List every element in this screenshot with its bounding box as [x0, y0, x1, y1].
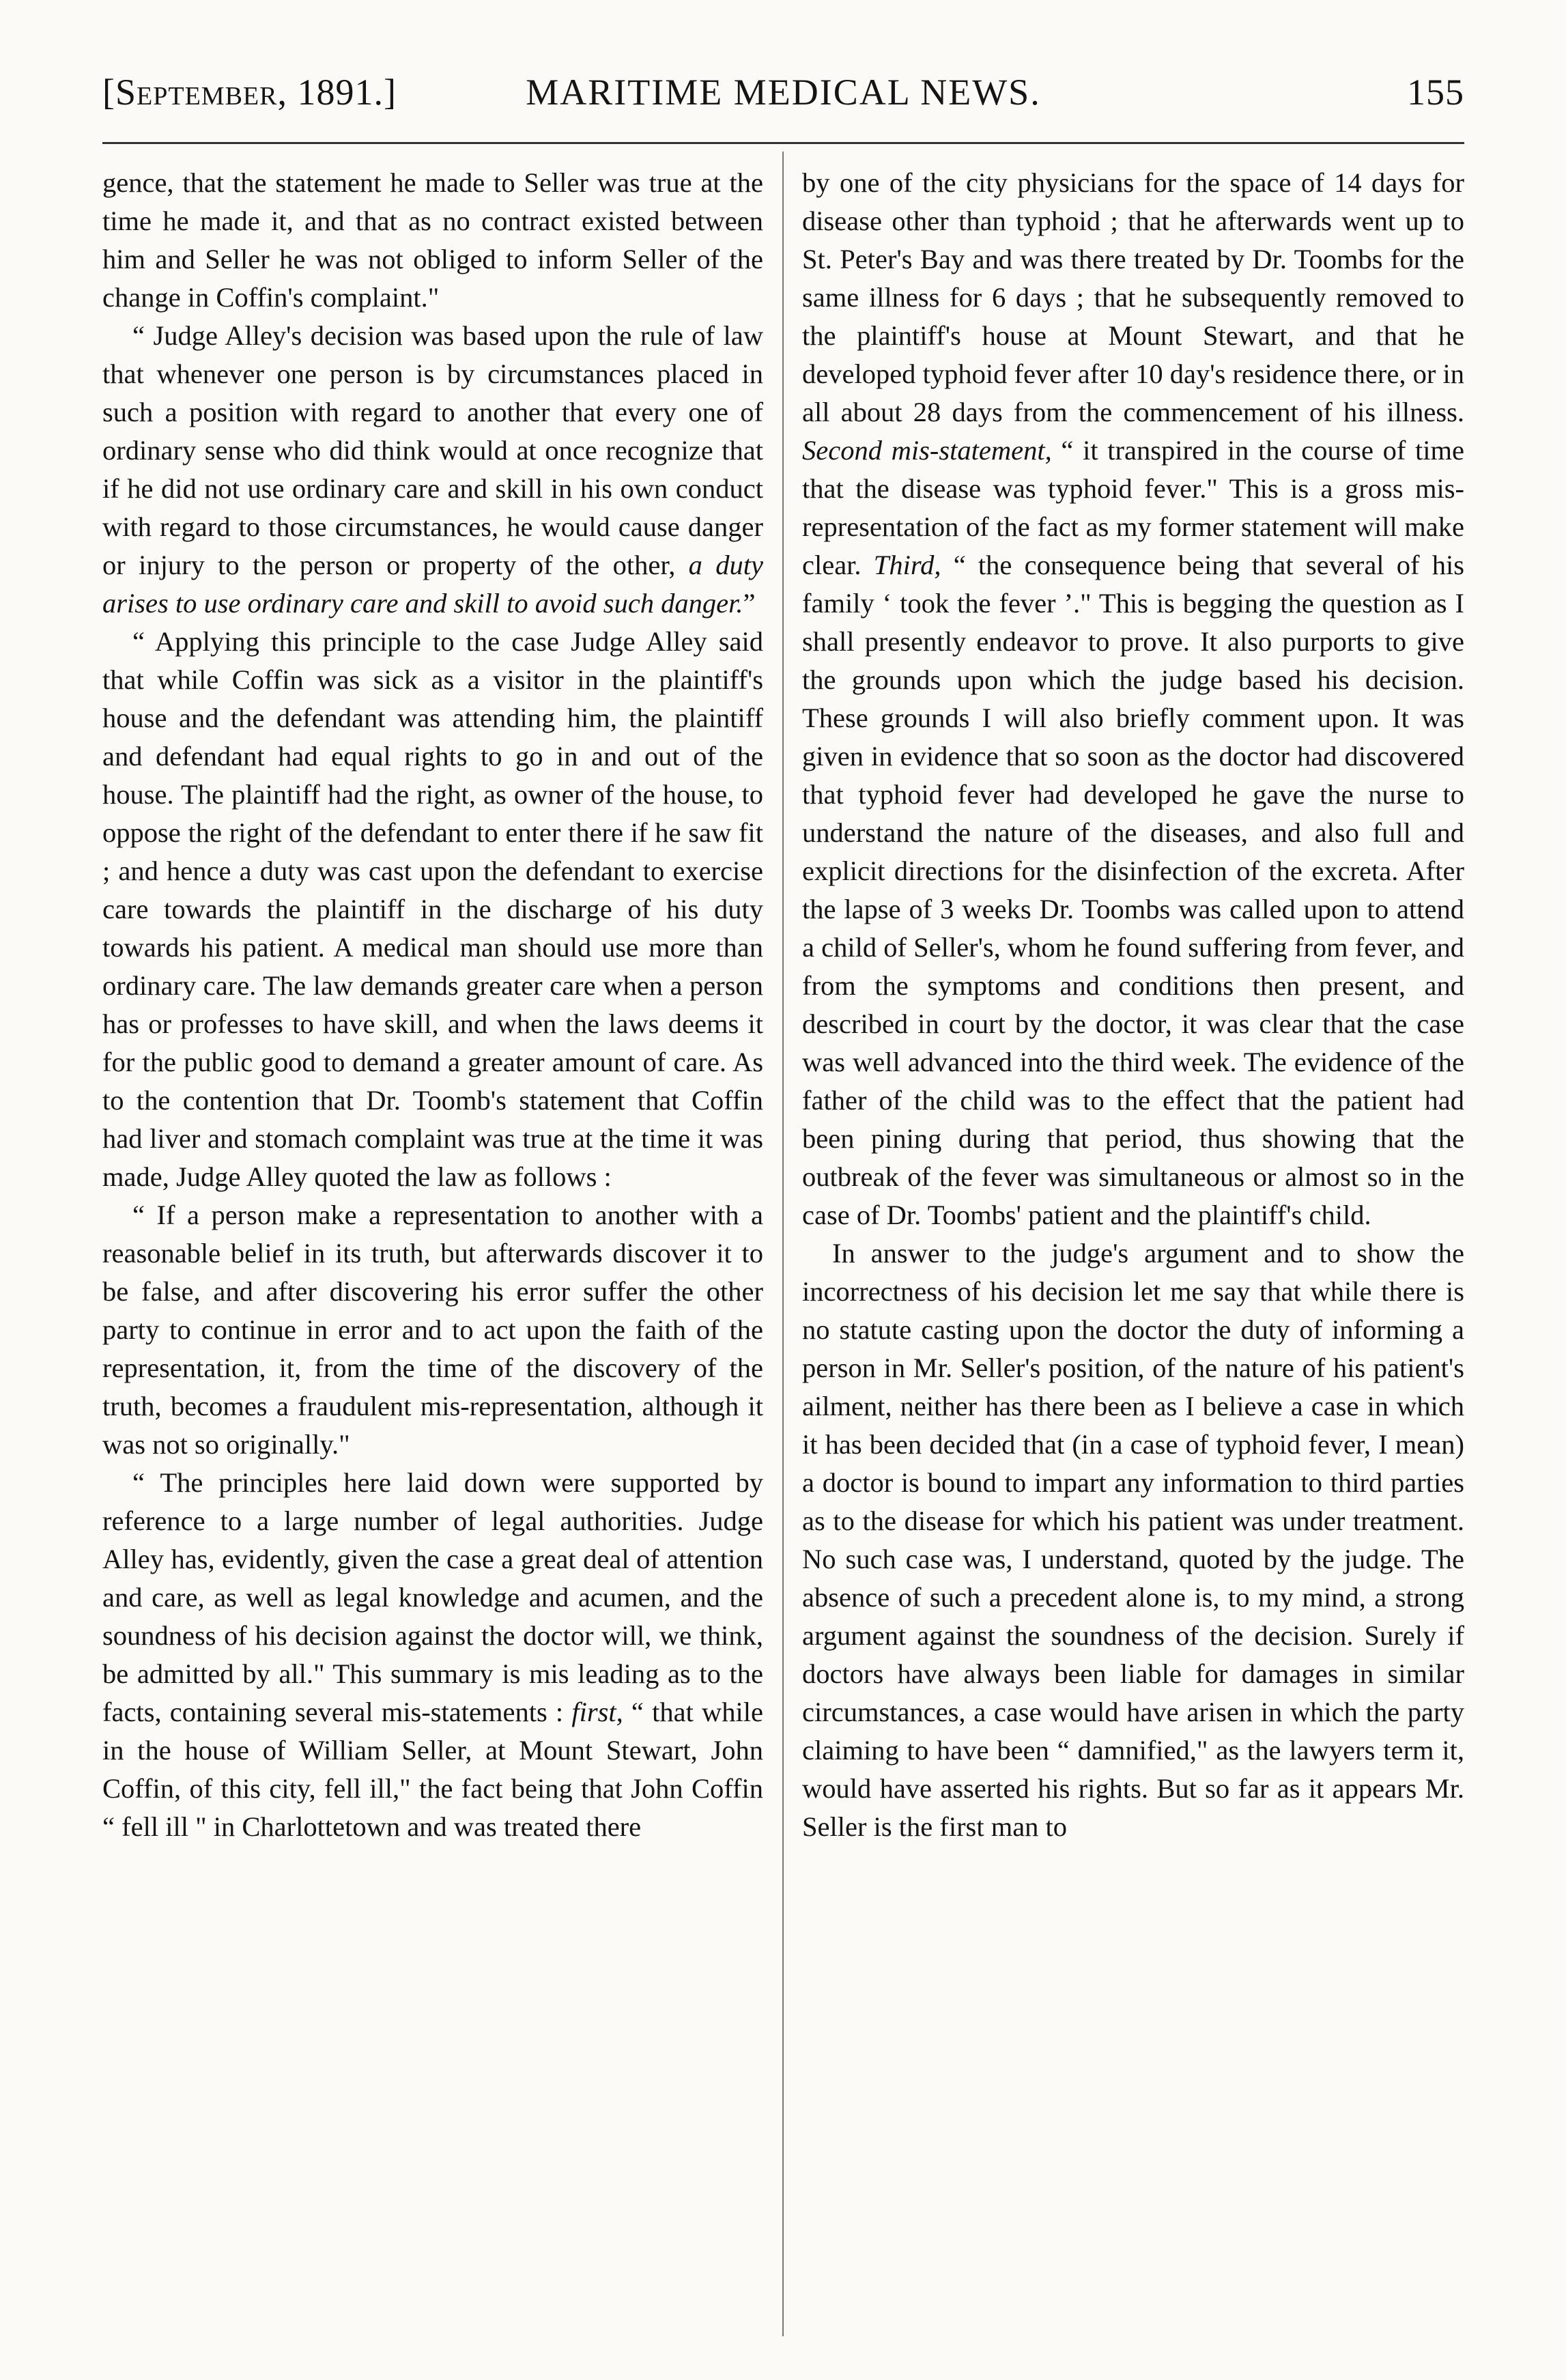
paragraph: “ Applying this principle to the case Judge Alley said that while Coffin was sick as a visitor in the plaintiff's house and the defendant was attending him, the plaintiff and defendant had equal rights to go in and out of the house. The plaintiff had the right, as owner of the house, to oppose the right of the defendant to enter there if he saw fit ; and hence a duty was cast upon the defendant to exercise care towards the plaintiff in the discharge of his duty towards his patient. A medical man should use more than ordinary care. The law demands greater care when a person has or professes to have skill, and when the laws deems it for the public good to demand a greater amount of care. As to the contention that Dr. Toomb's statement that Coffin had liver and stomach complaint was true at the time it was made, Judge Alley quoted the law as follows :: [102, 626, 763, 1192]
column-divider: [782, 152, 784, 2336]
paragraph-text: “ The principles here laid down were supported by reference to a large number of legal authorities. Judge Alley has, evidently, given the case a great deal of attention and care, as well as legal knowledge and acumen, and the soundness of his decision against the doctor will, we think, be admitted by all." This summary is mis leading as to the facts, containing several mis-statements :: [102, 1467, 763, 1727]
issue-date: [September, 1891.]: [102, 72, 397, 113]
paragraph: [802, 164, 1464, 1234]
paragraph: gence, that the statement he made to Seller was true at the time he made it, and that as no contract existed between him and Seller he was not obliged to inform Seller of the change in Coffin's complaint.": [102, 167, 763, 313]
paragraph-text: by one of the city physicians for the space of 14 days for disease other than typhoid ; that he afterwards went up to St. Peter's Bay and was there treated by Dr. Toombs for the same illness for 6 days ; that he subsequently removed to the plaintiff's house at Mount Stewart, and that he developed typhoid fever after 10 day's residence there, or in all about 28 days from the commencement of his illness.: [802, 167, 1464, 427]
italic-word: first,: [571, 1697, 623, 1727]
left-column: [102, 164, 763, 2349]
running-header: [102, 55, 1464, 130]
italic-quote: a duty arises to use ordinary care and skill to avoid such danger.: [102, 550, 763, 619]
paragraph-text: “ that while in the house of William Seller, at Mount Stewart, John Coffin, of this city, fell ill," the fact being that John Coffin “ fell ill " in Charlottetown and was treated there: [102, 1697, 763, 1842]
right-column: [802, 164, 1464, 2349]
paragraph-text: “ Judge Alley's decision was based upon the rule of law that whenever one person is by circumstances placed in such a position with regard to another that every one of ordinary sense who did think would at once recognize that if he did not use ordinary care and skill in his own conduct with regard to those circumstances, he would cause danger or injury to the person or property of the other,: [102, 320, 763, 580]
journal-title: MARITIME MEDICAL NEWS.: [526, 72, 1041, 113]
paragraph-text: “ it transpired in the course of time that the disease was typhoid fever." This is a gross mis-representation of the fact as my former statement will make clear.: [802, 435, 1464, 580]
paragraph: “ If a person make a representation to another with a reasonable belief in its truth, but afterwards discover it to be false, and after discovering his error suffer the other party to continue in error and to act upon the faith of the representation, it, from the time of the discovery of the truth, becomes a fraudulent mis-representation, although it was not so originally.": [102, 1200, 763, 1460]
paragraph: [102, 1464, 763, 1846]
paragraph: [102, 317, 763, 623]
paragraph: In answer to the judge's argument and to show the incorrectness of his decision let me say that while there is no statute casting upon the doctor the duty of informing a person in Mr. Seller's position, of the nature of his patient's ailment, neither has there been as I believe a case in which it has been decided that (in a case of typhoid fever, I mean) a doctor is bound to impart any information to third parties as to the disease for which his patient was under treatment. No such case was, I understand, quoted by the judge. The absence of such a precedent alone is, to my mind, a strong argument against the soundness of the decision. Surely if doctors have always been liable for damages in similar circumstances, a case would have arisen in which the party claiming to have been “ damnified," as the lawyers term it, would have asserted his rights. But so far as it appears Mr. Seller is the first man to: [802, 1238, 1464, 1842]
header-rule: [102, 142, 1464, 144]
closing-quote: ”: [743, 588, 756, 619]
italic-word: Third,: [873, 550, 941, 580]
paragraph-text: “ the consequence being that several of his family ‘ took the fever ’." This is begging the question as I shall presently endeavor to prove. It also purports to give the grounds upon which the judge based his decision. These grounds I will also briefly comment upon. It was given in evidence that so soon as the doctor had discovered that typhoid fever had developed he gave the nurse to understand the nature of the diseases, and also full and explicit directions for the disinfection of the excreta. After the lapse of 3 weeks Dr. Toombs was called upon to attend a child of Seller's, whom he found suffering from fever, and from the symptoms and conditions then present, and described in court by the doctor, it was clear that the case was well advanced into the third week. The evidence of the father of the child was to the effect that the patient had been pining during that period, thus showing that the outbreak of the fever was simultaneous or almost so in the case of Dr. Toombs' patient and the plaintiff's child.: [802, 550, 1464, 1230]
page-number: 155: [1407, 72, 1464, 113]
italic-phrase: Second mis-statement,: [802, 435, 1052, 466]
